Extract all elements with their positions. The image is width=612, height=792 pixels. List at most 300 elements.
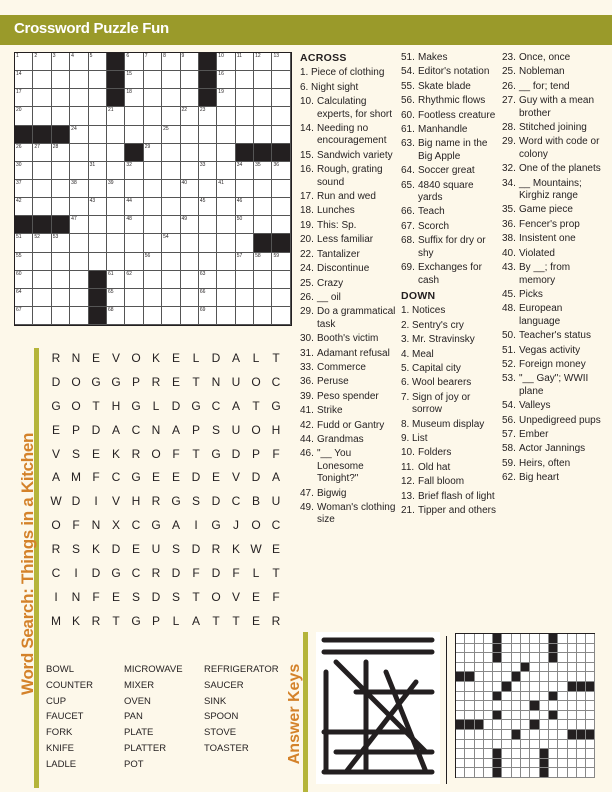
word-search-letter[interactable]: S [171, 542, 180, 557]
crossword-cell[interactable] [144, 162, 162, 180]
crossword-cell[interactable] [217, 216, 235, 234]
crossword-cell[interactable] [125, 216, 143, 234]
crossword-cell[interactable] [272, 126, 290, 144]
word-search-letter[interactable]: V [111, 350, 120, 365]
word-search-letter[interactable]: N [71, 589, 81, 604]
crossword-cell[interactable] [52, 71, 70, 89]
crossword-cell[interactable] [162, 162, 180, 180]
crossword-cell[interactable] [272, 53, 290, 71]
crossword-cell[interactable] [107, 180, 125, 198]
word-search-letter[interactable]: C [231, 494, 241, 509]
crossword-cell[interactable] [181, 180, 199, 198]
crossword-cell[interactable] [217, 289, 235, 307]
crossword-cell[interactable] [89, 53, 107, 71]
crossword-cell[interactable] [254, 107, 272, 125]
crossword-cell[interactable] [144, 271, 162, 289]
word-search-letter[interactable]: D [91, 422, 101, 437]
word-search-letter[interactable]: R [151, 374, 161, 389]
word-search-letter[interactable]: E [131, 542, 140, 557]
crossword-cell[interactable] [15, 71, 33, 89]
crossword-cell[interactable] [15, 89, 33, 107]
word-search-letter[interactable]: H [111, 398, 121, 413]
crossword-cell[interactable] [181, 144, 199, 162]
word-search-letter[interactable]: D [171, 398, 181, 413]
crossword-cell[interactable] [33, 289, 51, 307]
crossword-cell[interactable] [144, 234, 162, 252]
word-search-letter[interactable]: G [191, 398, 201, 413]
word-search-letter[interactable]: I [74, 565, 78, 580]
crossword-cell[interactable] [162, 180, 180, 198]
crossword-cell[interactable] [181, 162, 199, 180]
crossword-cell[interactable] [254, 126, 272, 144]
word-search-letter[interactable]: O [211, 589, 221, 604]
word-search-letter[interactable]: A [231, 350, 240, 365]
crossword-cell[interactable] [162, 216, 180, 234]
word-search-letter[interactable]: D [211, 565, 221, 580]
word-search-letter[interactable]: T [272, 350, 280, 365]
word-search-letter[interactable]: W [250, 542, 262, 557]
crossword-cell[interactable] [236, 53, 254, 71]
word-search-letter[interactable]: G [131, 398, 141, 413]
crossword-cell[interactable] [199, 234, 217, 252]
word-search-letter[interactable]: G [271, 398, 281, 413]
word-search-letter[interactable]: D [191, 470, 201, 485]
crossword-cell[interactable] [89, 234, 107, 252]
crossword-cell[interactable] [254, 216, 272, 234]
crossword-cell[interactable] [236, 253, 254, 271]
word-search-letter[interactable]: F [172, 446, 180, 461]
word-search-letter[interactable]: G [151, 518, 161, 533]
word-search-letter[interactable]: E [171, 470, 180, 485]
word-search-letter[interactable]: E [251, 613, 260, 628]
crossword-cell[interactable] [70, 107, 88, 125]
crossword-cell[interactable] [236, 198, 254, 216]
crossword-cell[interactable] [70, 234, 88, 252]
word-search-letter[interactable]: U [231, 422, 241, 437]
crossword-cell[interactable] [254, 198, 272, 216]
word-search-letter[interactable]: O [151, 446, 161, 461]
word-search-letter[interactable]: A [271, 470, 280, 485]
crossword-cell[interactable] [144, 180, 162, 198]
crossword-cell[interactable] [254, 162, 272, 180]
word-search-letter[interactable]: F [72, 518, 80, 533]
crossword-cell[interactable] [52, 180, 70, 198]
crossword-cell[interactable] [15, 198, 33, 216]
crossword-cell[interactable] [70, 71, 88, 89]
crossword-cell[interactable] [181, 307, 199, 325]
word-search-letter[interactable]: E [271, 542, 280, 557]
crossword-cell[interactable] [217, 107, 235, 125]
crossword-cell[interactable] [33, 271, 51, 289]
crossword-cell[interactable] [144, 53, 162, 71]
crossword-cell[interactable] [181, 198, 199, 216]
crossword-cell[interactable] [125, 71, 143, 89]
crossword-cell[interactable] [272, 198, 290, 216]
crossword-cell[interactable] [52, 253, 70, 271]
crossword-cell[interactable] [162, 126, 180, 144]
word-search-letter[interactable]: T [212, 613, 220, 628]
crossword-cell[interactable] [125, 126, 143, 144]
crossword-cell[interactable] [52, 107, 70, 125]
crossword-cell[interactable] [254, 271, 272, 289]
crossword-cell[interactable] [107, 126, 125, 144]
word-search-letter[interactable]: A [171, 518, 180, 533]
crossword-cell[interactable] [217, 198, 235, 216]
word-search-letter[interactable]: P [191, 422, 200, 437]
crossword-cell[interactable] [15, 289, 33, 307]
crossword-cell[interactable] [33, 198, 51, 216]
crossword-cell[interactable] [217, 126, 235, 144]
crossword-cell[interactable] [107, 253, 125, 271]
crossword-cell[interactable] [89, 107, 107, 125]
crossword-cell[interactable] [236, 107, 254, 125]
word-search-letter[interactable]: P [131, 374, 140, 389]
crossword-cell[interactable] [125, 253, 143, 271]
crossword-cell[interactable] [162, 271, 180, 289]
word-search-letter[interactable]: D [51, 374, 61, 389]
word-search-letter[interactable]: S [171, 589, 180, 604]
crossword-cell[interactable] [254, 71, 272, 89]
crossword-cell[interactable] [236, 271, 254, 289]
word-search-letter[interactable]: F [272, 589, 280, 604]
word-search-letter[interactable]: R [131, 446, 141, 461]
crossword-cell[interactable] [89, 71, 107, 89]
crossword-cell[interactable] [217, 253, 235, 271]
crossword-cell[interactable] [181, 253, 199, 271]
crossword-cell[interactable] [33, 89, 51, 107]
crossword-cell[interactable] [162, 307, 180, 325]
crossword-cell[interactable] [15, 234, 33, 252]
crossword-cell[interactable] [70, 126, 88, 144]
crossword-cell[interactable] [52, 234, 70, 252]
crossword-cell[interactable] [162, 89, 180, 107]
word-search-letter[interactable]: N [151, 422, 161, 437]
crossword-cell[interactable] [125, 180, 143, 198]
crossword-cell[interactable] [107, 289, 125, 307]
crossword-cell[interactable] [107, 234, 125, 252]
crossword-cell[interactable] [52, 144, 70, 162]
word-search-letter[interactable]: F [192, 565, 200, 580]
word-search-letter[interactable]: G [111, 565, 121, 580]
word-search-letter[interactable]: G [131, 470, 141, 485]
crossword-cell[interactable] [107, 307, 125, 325]
word-search-letter[interactable]: F [92, 470, 100, 485]
word-search-letter[interactable]: E [91, 446, 100, 461]
crossword-cell[interactable] [236, 180, 254, 198]
crossword-cell[interactable] [33, 253, 51, 271]
word-search-letter[interactable]: G [171, 494, 181, 509]
word-search-letter[interactable]: V [51, 446, 60, 461]
crossword-cell[interactable] [125, 107, 143, 125]
crossword-cell[interactable] [162, 234, 180, 252]
word-search-letter[interactable]: O [251, 422, 261, 437]
crossword-cell[interactable] [144, 253, 162, 271]
crossword-cell[interactable] [33, 53, 51, 71]
word-search-letter[interactable]: E [151, 470, 160, 485]
word-search-letter[interactable]: C [131, 518, 141, 533]
word-search-letter[interactable]: C [111, 470, 121, 485]
word-search-letter[interactable]: O [51, 518, 61, 533]
word-search-letter[interactable]: R [151, 565, 161, 580]
crossword-cell[interactable] [217, 53, 235, 71]
crossword-cell[interactable] [162, 53, 180, 71]
crossword-cell[interactable] [52, 53, 70, 71]
crossword-cell[interactable] [236, 234, 254, 252]
word-search-letter[interactable]: D [151, 589, 161, 604]
crossword-cell[interactable] [236, 162, 254, 180]
crossword-cell[interactable] [107, 144, 125, 162]
crossword-cell[interactable] [199, 289, 217, 307]
word-search-letter[interactable]: K [111, 446, 120, 461]
crossword-cell[interactable] [254, 307, 272, 325]
crossword-cell[interactable] [217, 307, 235, 325]
word-search-letter[interactable]: U [231, 374, 241, 389]
crossword-cell[interactable] [199, 271, 217, 289]
word-search-letter[interactable]: N [211, 374, 221, 389]
crossword-cell[interactable] [33, 107, 51, 125]
word-search-letter[interactable]: K [231, 542, 240, 557]
crossword-cell[interactable] [199, 107, 217, 125]
crossword-cell[interactable] [236, 71, 254, 89]
word-search-letter[interactable]: O [251, 518, 261, 533]
crossword-cell[interactable] [144, 289, 162, 307]
crossword-cell[interactable] [15, 144, 33, 162]
crossword-cell[interactable] [254, 89, 272, 107]
crossword-cell[interactable] [162, 253, 180, 271]
crossword-cell[interactable] [272, 71, 290, 89]
word-search-letter[interactable]: R [271, 613, 281, 628]
crossword-cell[interactable] [125, 307, 143, 325]
crossword-cell[interactable] [217, 89, 235, 107]
crossword-cell[interactable] [217, 180, 235, 198]
word-search-letter[interactable]: L [192, 350, 200, 365]
word-search-letter[interactable]: A [231, 398, 240, 413]
word-search-letter[interactable]: T [192, 446, 200, 461]
crossword-cell[interactable] [15, 162, 33, 180]
crossword-cell[interactable] [70, 144, 88, 162]
crossword-cell[interactable] [70, 180, 88, 198]
crossword-cell[interactable] [70, 89, 88, 107]
word-search-letter[interactable]: B [251, 494, 260, 509]
crossword-cell[interactable] [107, 216, 125, 234]
word-search-letter[interactable]: G [211, 446, 221, 461]
word-search-letter[interactable]: T [192, 374, 200, 389]
crossword-cell[interactable] [199, 180, 217, 198]
word-search-letter[interactable]: L [152, 398, 160, 413]
word-search-letter[interactable]: H [131, 494, 141, 509]
crossword-cell[interactable] [89, 216, 107, 234]
word-search-letter[interactable]: O [71, 374, 81, 389]
crossword-cell[interactable] [217, 234, 235, 252]
word-search-letter[interactable]: C [131, 422, 141, 437]
crossword-cell[interactable] [181, 126, 199, 144]
crossword-cell[interactable] [52, 89, 70, 107]
crossword-cell[interactable] [52, 271, 70, 289]
word-search-letter[interactable]: D [191, 542, 201, 557]
crossword-cell[interactable] [162, 71, 180, 89]
crossword-cell[interactable] [217, 271, 235, 289]
crossword-cell[interactable] [144, 144, 162, 162]
word-search-letter[interactable]: R [91, 613, 101, 628]
crossword-cell[interactable] [144, 89, 162, 107]
crossword-cell[interactable] [199, 198, 217, 216]
word-search-letter[interactable]: D [71, 494, 81, 509]
crossword-cell[interactable] [181, 234, 199, 252]
crossword-cell[interactable] [89, 162, 107, 180]
crossword-cell[interactable] [181, 271, 199, 289]
crossword-cell[interactable] [33, 71, 51, 89]
word-search-letter[interactable]: M [71, 470, 81, 485]
word-search-letter[interactable]: C [211, 398, 221, 413]
word-search-letter[interactable]: V [231, 470, 240, 485]
word-search-letter[interactable]: O [71, 398, 81, 413]
crossword-cell[interactable] [217, 71, 235, 89]
crossword-cell[interactable] [33, 162, 51, 180]
word-search-letter[interactable]: P [71, 422, 80, 437]
crossword-cell[interactable] [144, 71, 162, 89]
crossword-cell[interactable] [52, 162, 70, 180]
word-search-letter[interactable]: G [131, 613, 141, 628]
crossword-cell[interactable] [236, 126, 254, 144]
word-search-letter[interactable]: V [231, 589, 240, 604]
word-search-letter[interactable]: D [111, 542, 121, 557]
crossword-cell[interactable] [52, 307, 70, 325]
crossword-cell[interactable] [181, 53, 199, 71]
crossword-cell[interactable] [70, 198, 88, 216]
crossword-cell[interactable] [125, 89, 143, 107]
crossword-cell[interactable] [272, 162, 290, 180]
word-search-letter[interactable]: K [91, 542, 100, 557]
crossword-cell[interactable] [125, 198, 143, 216]
word-search-letter[interactable]: N [71, 350, 81, 365]
crossword-cell[interactable] [199, 144, 217, 162]
word-search-letter[interactable]: E [251, 589, 260, 604]
word-search-letter[interactable]: T [112, 613, 120, 628]
word-search-letter[interactable]: K [151, 350, 160, 365]
crossword-cell[interactable] [236, 307, 254, 325]
word-search-letter[interactable]: L [252, 565, 260, 580]
word-search-letter[interactable]: T [192, 589, 200, 604]
word-search-letter[interactable]: U [151, 542, 161, 557]
crossword-cell[interactable] [70, 289, 88, 307]
crossword-cell[interactable] [89, 180, 107, 198]
word-search-letter[interactable]: R [51, 542, 61, 557]
crossword-cell[interactable] [15, 107, 33, 125]
word-search-letter[interactable]: T [272, 565, 280, 580]
word-search-letter[interactable]: V [111, 494, 120, 509]
word-search-letter[interactable]: E [171, 350, 180, 365]
crossword-cell[interactable] [33, 234, 51, 252]
crossword-cell[interactable] [125, 162, 143, 180]
crossword-cell[interactable] [125, 53, 143, 71]
crossword-cell[interactable] [162, 289, 180, 307]
crossword-cell[interactable] [52, 198, 70, 216]
crossword-cell[interactable] [52, 289, 70, 307]
crossword-cell[interactable] [89, 253, 107, 271]
word-search-letter[interactable]: S [71, 542, 80, 557]
word-search-letter[interactable]: C [271, 374, 281, 389]
crossword-cell[interactable] [107, 107, 125, 125]
word-search-letter[interactable]: O [131, 350, 141, 365]
crossword-cell[interactable] [199, 126, 217, 144]
crossword-cell[interactable] [125, 234, 143, 252]
crossword-cell[interactable] [107, 162, 125, 180]
crossword-cell[interactable] [162, 144, 180, 162]
word-search-letter[interactable]: M [51, 613, 61, 628]
crossword-cell[interactable] [89, 144, 107, 162]
word-search-letter[interactable]: S [211, 422, 220, 437]
crossword-cell[interactable] [236, 289, 254, 307]
word-search-letter[interactable]: E [111, 589, 120, 604]
crossword-cell[interactable] [254, 289, 272, 307]
crossword-cell[interactable] [144, 307, 162, 325]
crossword-cell[interactable] [181, 71, 199, 89]
word-search-letter[interactable]: E [51, 422, 60, 437]
word-search-letter[interactable]: P [251, 446, 260, 461]
word-search-letter[interactable]: T [232, 613, 240, 628]
word-search-letter[interactable]: E [91, 350, 100, 365]
crossword-cell[interactable] [144, 198, 162, 216]
word-search-letter[interactable]: C [271, 518, 281, 533]
word-search-letter[interactable]: W [50, 494, 62, 509]
crossword-cell[interactable] [254, 53, 272, 71]
crossword-cell[interactable] [89, 89, 107, 107]
crossword-cell[interactable] [70, 216, 88, 234]
word-search-letter[interactable]: F [272, 446, 280, 461]
crossword-cell[interactable] [15, 271, 33, 289]
word-search-letter[interactable]: S [131, 589, 140, 604]
word-search-letter[interactable]: A [111, 422, 120, 437]
crossword-cell[interactable] [199, 216, 217, 234]
word-search-letter[interactable]: R [151, 494, 161, 509]
word-search-letter[interactable]: D [251, 470, 261, 485]
crossword-cell[interactable] [236, 216, 254, 234]
crossword-cell[interactable] [181, 107, 199, 125]
crossword-cell[interactable] [236, 89, 254, 107]
word-search-letter[interactable]: N [91, 518, 101, 533]
word-search-letter[interactable]: C [131, 565, 141, 580]
word-search-letter[interactable]: A [51, 470, 60, 485]
crossword-cell[interactable] [254, 180, 272, 198]
crossword-cell[interactable] [217, 144, 235, 162]
word-search-letter[interactable]: E [171, 374, 180, 389]
crossword-cell[interactable] [144, 126, 162, 144]
crossword-cell[interactable] [33, 144, 51, 162]
crossword-cell[interactable] [70, 253, 88, 271]
crossword-cell[interactable] [107, 271, 125, 289]
word-search-letter[interactable]: G [211, 518, 221, 533]
crossword-cell[interactable] [70, 307, 88, 325]
crossword-cell[interactable] [272, 107, 290, 125]
word-search-letter[interactable]: X [111, 518, 120, 533]
word-search-letter[interactable]: I [94, 494, 98, 509]
word-search-letter[interactable]: U [271, 494, 281, 509]
crossword-cell[interactable] [15, 253, 33, 271]
crossword-cell[interactable] [33, 307, 51, 325]
word-search-letter[interactable]: L [172, 613, 180, 628]
word-search-letter[interactable]: G [111, 374, 121, 389]
word-search-letter[interactable]: T [92, 398, 100, 413]
word-search-letter[interactable]: D [211, 350, 221, 365]
word-search-letter[interactable]: R [211, 542, 221, 557]
crossword-cell[interactable] [272, 216, 290, 234]
word-search-letter[interactable]: O [251, 374, 261, 389]
word-search-letter[interactable]: D [211, 494, 221, 509]
crossword-cell[interactable] [70, 162, 88, 180]
word-search-letter[interactable]: P [151, 613, 160, 628]
crossword-cell[interactable] [199, 162, 217, 180]
crossword-cell[interactable] [162, 107, 180, 125]
